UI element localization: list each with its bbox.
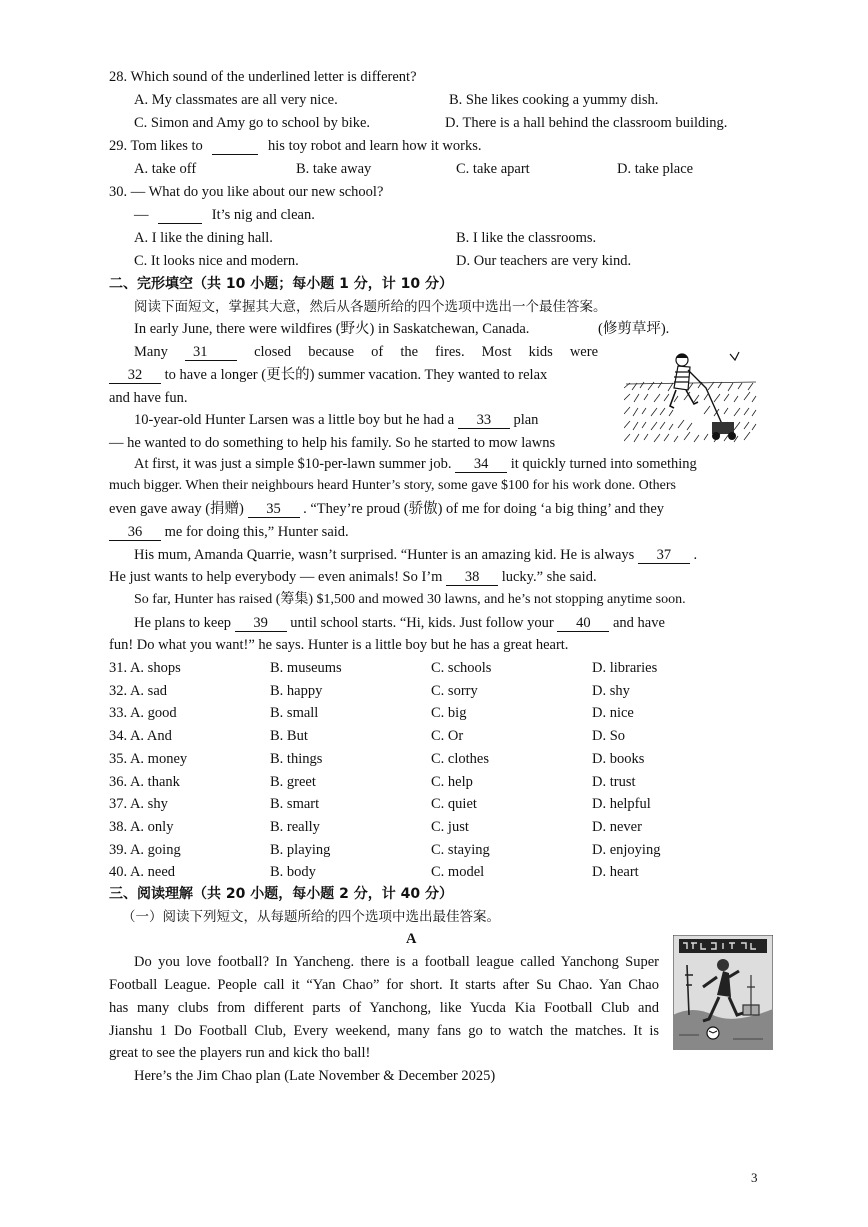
cloze-option-38-a: 38. A. only <box>109 818 174 835</box>
cloze-option-33-c: C. big <box>431 705 467 722</box>
cloze-text: Many <box>134 344 168 360</box>
cloze-p6-line1: So far, Hunter has raised (筹集) $1,500 and mowed 30 lawns, and he’s not stopping anytime soon. <box>134 592 686 607</box>
cloze-option-36-d: D. trust <box>592 773 636 790</box>
cloze-option-38-c: C. just <box>431 818 469 835</box>
cloze-option-38-b: B. really <box>270 818 320 835</box>
football-poster-image <box>673 935 773 1050</box>
cloze-option-34-d: D. So <box>592 728 626 745</box>
cloze-option-35-c: C. clothes <box>431 750 489 767</box>
cloze-p6-line2 <box>134 613 665 633</box>
cloze-option-37-c: C. quiet <box>431 796 477 813</box>
cloze-option-33-a: 33. A. good <box>109 705 177 722</box>
q28-option-a: A. My classmates are all very nice. <box>134 92 338 108</box>
cloze-text: even gave away (捐赠) <box>109 501 244 517</box>
cloze-option-32-b: B. happy <box>270 682 323 699</box>
cloze-p1-a: In early June, there were wildfires (野火) in Saskatchewan, Canada. <box>134 321 530 337</box>
q28-option-d: D. There is a hall behind the classroom building. <box>445 115 728 131</box>
passage-a-line4: Jianshu 1 Do Football Club, Every weekend, many fans go to watch the matches. It is <box>109 1023 659 1039</box>
boy-mowing-illustration <box>624 344 758 444</box>
cloze-text: . <box>693 547 698 563</box>
section3-subtitle: （一）阅读下列短文，从每题所给的四个选项中选出最佳答案。 <box>122 909 500 925</box>
cloze-option-40-b: B. body <box>270 864 316 881</box>
cloze-option-33-d: D. nice <box>592 705 634 722</box>
q28-option-c: C. Simon and Amy go to school by bike. <box>134 115 371 131</box>
cloze-option-40-d: D. heart <box>592 864 639 881</box>
passage-a-line5: great to see the players run and kick tho ball! <box>109 1045 371 1061</box>
section2-instruction: 阅读下面短文，掌握其大意，然后从各题所给的四个选项中选出一个最佳答案。 <box>134 299 607 315</box>
q29-option-d: D. take place <box>617 161 694 177</box>
cloze-text: At first, it was just a simple $10-per-lawn summer job. <box>134 456 452 472</box>
cloze-option-40-c: C. model <box>431 864 485 881</box>
cloze-text: until school starts. “Hi, kids. Just follow your <box>290 615 554 631</box>
cloze-text: . “They’re proud (骄傲) of me for doing ‘a big thing’ and they <box>303 501 665 517</box>
passage-a-line2: Football League. People call it “Yan Chao” for short. It starts after Su Chao. Yan Chao <box>109 977 659 993</box>
cloze-option-36-b: B. greet <box>270 773 316 790</box>
q29-stem-start: 29. Tom likes to <box>109 138 203 154</box>
cloze-text: it quickly turned into something <box>510 456 697 472</box>
cloze-option-39-c: C. staying <box>431 841 490 858</box>
cloze-text: lucky.” she said. <box>501 569 597 585</box>
q30-blank <box>158 207 202 224</box>
cloze-text: He plans to keep <box>134 615 232 631</box>
cloze-option-32-d: D. shy <box>592 682 630 699</box>
cloze-p5-line2 <box>109 567 597 587</box>
blank-37: 37 <box>638 547 690 564</box>
blank-35: 35 <box>248 501 300 518</box>
cloze-option-36-a: 36. A. thank <box>109 773 180 790</box>
q30-option-c: C. It looks nice and modern. <box>134 253 299 269</box>
cloze-text: and have <box>612 615 665 631</box>
cloze-option-32-a: 32. A. sad <box>109 682 167 699</box>
cloze-text: me for doing this,” Hunter said. <box>164 524 349 540</box>
cloze-option-35-a: 35. A. money <box>109 750 188 767</box>
cloze-option-31-c: C. schools <box>431 660 492 676</box>
cloze-p1-b: (修剪草坪). <box>598 321 670 337</box>
cloze-text: plan <box>513 412 539 428</box>
cloze-p3-line2: — he wanted to do something to help his family. So he started to mow lawns <box>109 435 556 451</box>
q30-option-b: B. I like the classrooms. <box>456 230 597 246</box>
q30-reply <box>134 205 315 225</box>
q29-option-c: C. take apart <box>456 161 530 177</box>
passage-a-line3: has many clubs from different parts of Yanchong, like Yucda Kia Football Club and <box>109 1000 659 1016</box>
cloze-text: closed because of the fires. Most kids were <box>254 344 599 360</box>
blank-32: 32 <box>109 367 161 384</box>
blank-33: 33 <box>458 412 510 429</box>
passage-a-line1: Do you love football? In Yancheng. there is a football league called Yanchong Super <box>134 954 659 970</box>
cloze-p3-line1 <box>134 410 538 430</box>
cloze-option-31-b: B. museums <box>270 660 342 676</box>
cloze-text: to have a longer (更长的) summer vacation. They wanted to relax <box>164 367 548 383</box>
cloze-p4-line1 <box>134 454 697 474</box>
q29-stem <box>109 136 481 156</box>
cloze-option-39-a: 39. A. going <box>109 841 181 858</box>
cloze-text: His mum, Amanda Quarrie, wasn’t surprised. “Hunter is an amazing kid. He is always <box>134 547 635 563</box>
cloze-option-36-c: C. help <box>431 773 473 790</box>
blank-39: 39 <box>235 615 287 632</box>
cloze-text: 10-year-old Hunter Larsen was a little boy but he had a <box>134 412 455 428</box>
cloze-option-34-c: C. Or <box>431 728 464 745</box>
blank-34: 34 <box>455 456 507 473</box>
passage-a-line6: Here’s the Jim Chao plan (Late November & December 2025) <box>134 1068 496 1084</box>
cloze-option-31-d: D. libraries <box>592 660 658 676</box>
cloze-option-31-a: 31. A. shops <box>109 660 181 676</box>
cloze-option-40-a: 40. A. need <box>109 864 176 881</box>
q30-option-a: A. I like the dining hall. <box>134 230 273 246</box>
cloze-option-39-b: B. playing <box>270 841 331 858</box>
cloze-option-37-a: 37. A. shy <box>109 796 168 813</box>
q30-reply-dash: — <box>134 207 149 223</box>
q29-option-b: B. take away <box>296 161 372 177</box>
page-number: 3 <box>751 1170 758 1185</box>
passage-letter: A <box>406 931 417 947</box>
q29-option-a: A. take off <box>134 161 197 177</box>
cloze-option-34-b: B. But <box>270 728 308 745</box>
cloze-option-35-b: B. things <box>270 750 323 767</box>
blank-40: 40 <box>557 615 609 632</box>
cloze-p5-line1 <box>134 545 697 565</box>
q28-stem: 28. Which sound of the underlined letter is different? <box>109 69 417 85</box>
cloze-p4-line3 <box>109 499 664 519</box>
blank-36: 36 <box>109 524 161 541</box>
cloze-option-33-b: B. small <box>270 705 319 722</box>
blank-38: 38 <box>446 569 498 586</box>
cloze-p6-line3: fun! Do what you want!” he says. Hunter is a little boy but he has a great heart. <box>109 637 569 653</box>
cloze-option-39-d: D. enjoying <box>592 841 661 858</box>
q30-stem: 30. — What do you like about our new school? <box>109 184 384 200</box>
cloze-p2-line2 <box>109 365 547 385</box>
blank-31: 31 <box>185 344 237 361</box>
cloze-option-38-d: D. never <box>592 818 642 835</box>
q29-stem-end: his toy robot and learn how it works. <box>268 138 482 154</box>
cloze-option-37-b: B. smart <box>270 796 320 813</box>
q28-option-b: B. She likes cooking a yummy dish. <box>449 92 659 108</box>
cloze-option-32-c: C. sorry <box>431 682 478 699</box>
cloze-p4-line4 <box>109 522 349 542</box>
q30-reply-text: It’s nig and clean. <box>211 207 315 223</box>
cloze-text: He just wants to help everybody — even animals! So I’m <box>109 569 443 585</box>
cloze-option-37-d: D. helpful <box>592 796 651 813</box>
section2-title: 二、完形填空（共 10 小题；每小题 1 分，计 10 分） <box>109 276 453 292</box>
cloze-option-35-d: D. books <box>592 750 645 767</box>
cloze-option-34-a: 34. A. And <box>109 728 172 745</box>
cloze-p4-line2: much bigger. When their neighbours heard Hunter’s story, some gave $100 for his work done. Others <box>109 478 677 493</box>
q30-option-d: D. Our teachers are very kind. <box>456 253 632 269</box>
section3-title: 三、阅读理解（共 20 小题，每小题 2 分，计 40 分） <box>109 886 453 902</box>
cloze-p2-line3: and have fun. <box>109 390 188 406</box>
cloze-p2-line1 <box>134 342 598 362</box>
q29-blank <box>212 138 258 155</box>
